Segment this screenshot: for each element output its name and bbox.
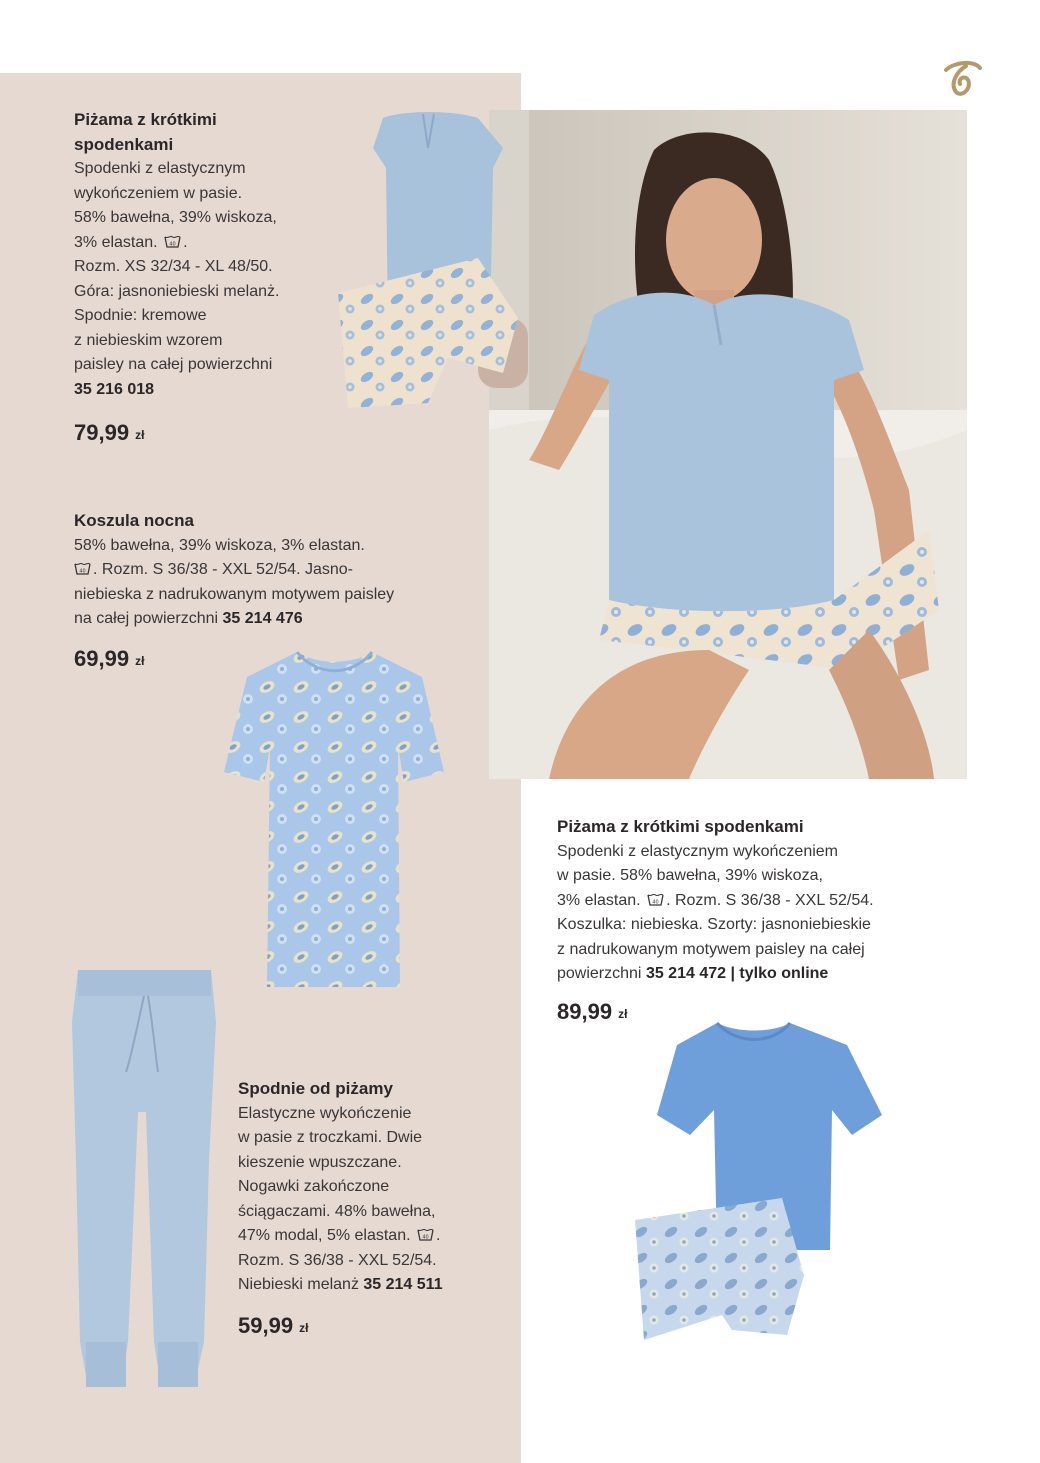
wash-40-icon — [164, 235, 181, 248]
product-2-line: na całej powierzchni — [74, 610, 219, 627]
product-1-line: 3% elastan. — [74, 233, 158, 251]
product-3-price — [238, 1313, 308, 1339]
online-only-label: tylko online — [739, 965, 829, 982]
nightgown-image — [222, 647, 446, 992]
product-2-line: 58% bawełna, 39% wiskoza, 3% elastan. — [74, 536, 365, 554]
wash-40-icon — [74, 562, 91, 575]
product-3-line: Rozm. S 36/38 - XXL 52/54. — [238, 1251, 437, 1269]
separator: | — [730, 965, 735, 982]
product-2-line: . Rozm. S 36/38 - XXL 52/54. Jasno- — [93, 561, 353, 578]
wash-40-icon — [647, 893, 664, 906]
product-3-line: ściągaczami. 48% bawełna, — [238, 1202, 436, 1220]
product-3-line: Elastyczne wykończenie — [238, 1104, 412, 1122]
product-3-code: 35 214 511 — [363, 1276, 443, 1293]
product-1-line-with-icon — [74, 231, 324, 256]
product-2-code: 35 214 476 — [222, 610, 303, 627]
product-2-price — [74, 646, 144, 672]
price-value: 59,99 — [238, 1313, 294, 1338]
product-1-description — [74, 108, 324, 402]
product-4-description — [557, 815, 997, 987]
product-1-line: Rozm. XS 32/34 - XL 48/50. — [74, 258, 273, 275]
product-4-line: . Rozm. S 36/38 - XXL 52/54. — [666, 891, 874, 909]
product-4-line: w pasie. 58% bawełna, 39% wiskoza, — [557, 867, 823, 884]
product-1-line: Spodenki z elastycznym — [74, 160, 246, 177]
product-4-line: z nadrukowanym motywem paisley na całej — [557, 940, 865, 958]
pajama-pants-image — [66, 962, 220, 1392]
product-3-line-with-icon — [238, 1224, 518, 1249]
product-1-title-line1: Piżama z krótkimi — [74, 110, 217, 129]
product-4-code: 35 214 472 — [645, 965, 727, 982]
product-3-line: Nogawki zakończone — [238, 1178, 390, 1195]
price-value: 89,99 — [557, 999, 613, 1024]
product-2-description — [74, 509, 484, 632]
svg-text:40: 40 — [79, 568, 86, 575]
price-currency: zł — [299, 1321, 309, 1335]
product-4-price — [557, 999, 627, 1025]
product-3-line: w pasie z troczkami. Dwie — [238, 1129, 423, 1146]
product-3-line: 47% modal, 5% elastan. — [238, 1227, 411, 1244]
price-currency: zł — [618, 1007, 628, 1021]
tchibo-logo-icon — [940, 58, 984, 98]
product-2-last-line — [74, 607, 484, 632]
product-4-line: Koszulka: niebieska. Szorty: jasnoniebieskie — [557, 916, 871, 933]
model-in-pajamas-photo — [489, 110, 967, 779]
product-1-line: Spodnie: kremowe — [74, 307, 207, 324]
product-4-title: Piżama z krótkimi spodenkami — [557, 817, 804, 836]
wash-40-icon — [417, 1228, 434, 1241]
product-1-title-line2: spodenkami — [74, 134, 174, 154]
product-2-line-with-icon — [74, 558, 484, 583]
product-1-line: z niebieskim wzorem — [74, 331, 223, 349]
product-4-line-with-icon — [557, 889, 997, 914]
product-1-line: Góra: jasnoniebieski melanż. — [74, 282, 280, 300]
price-currency: zł — [135, 654, 145, 668]
product-1-price — [74, 420, 144, 446]
svg-text:40: 40 — [652, 899, 659, 905]
product-3-description — [238, 1077, 518, 1298]
product-4-line: 3% elastan. — [557, 891, 641, 909]
product-1-wash-suffix: . — [183, 233, 188, 251]
blue-tee-shorts-image — [632, 1015, 892, 1345]
product-1-line: wykończeniem w pasie. — [74, 184, 243, 202]
price-value: 79,99 — [74, 420, 130, 445]
product-1-line: paisley na całej powierzchni — [74, 356, 273, 373]
svg-text:40: 40 — [169, 241, 176, 247]
product-3-line: Niebieski melanż — [238, 1276, 359, 1293]
pajama-top-shorts-image — [328, 108, 528, 413]
svg-text:40: 40 — [422, 1234, 429, 1241]
product-4-last-line — [557, 962, 997, 987]
product-1-code: 35 216 018 — [74, 380, 155, 398]
product-2-title: Koszula nocna — [74, 511, 194, 530]
product-3-title: Spodnie od piżamy — [238, 1079, 393, 1098]
product-3-wash-suffix: . — [436, 1227, 441, 1244]
product-4-line: Spodenki z elastycznym wykończeniem — [557, 842, 839, 860]
product-3-last-line — [238, 1273, 518, 1298]
product-2-line: niebieska z nadrukowanym motywem paisley — [74, 585, 395, 603]
product-4-line: powierzchni — [557, 965, 642, 982]
price-currency: zł — [135, 428, 145, 442]
product-3-line: kieszenie wpuszczane. — [238, 1153, 402, 1171]
product-1-line: 58% bawełna, 39% wiskoza, — [74, 209, 277, 226]
price-value: 69,99 — [74, 646, 130, 671]
